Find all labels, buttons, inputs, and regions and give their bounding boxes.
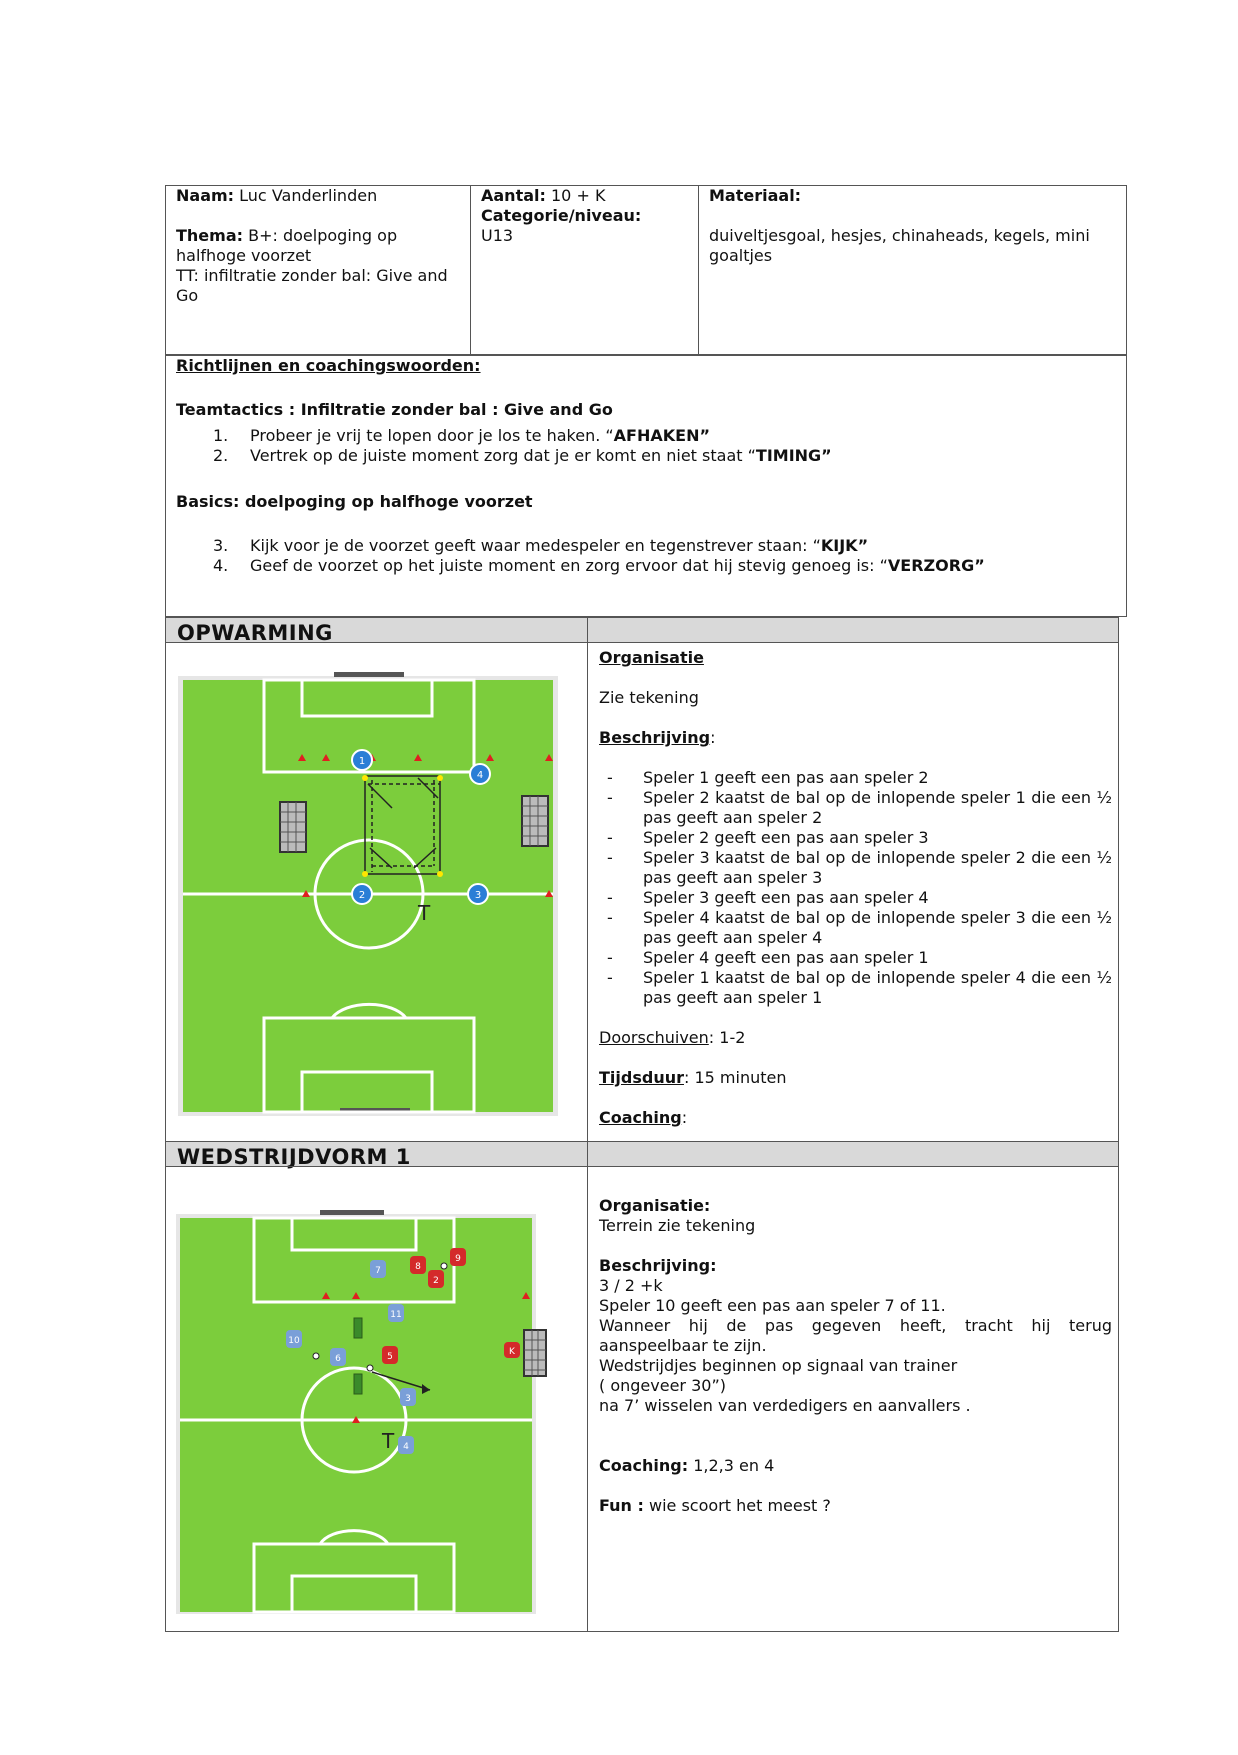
list-item: - Speler 1 geeft een pas aan speler 2 bbox=[599, 768, 1112, 788]
description-line: Wanneer hij de pas gegeven heeft, tracht hij terug aanspeelbaar te zijn. bbox=[599, 1316, 1112, 1355]
trainer-label: T bbox=[418, 901, 431, 925]
description-line: Wedstrijdjes beginnen op signaal van trainer bbox=[599, 1356, 958, 1375]
opwarming-header-left bbox=[165, 617, 588, 643]
list-item: - Speler 4 geeft een pas aan speler 1 bbox=[599, 948, 1112, 968]
tt-line: TT: infiltratie zonder bal: Give and Go bbox=[176, 266, 448, 305]
svg-text:2: 2 bbox=[358, 890, 366, 901]
opwarming-organisatie-label: Organisatie bbox=[599, 648, 704, 667]
red-player-5 bbox=[382, 1346, 398, 1364]
wedstrijdvorm-beschrijving-label: Beschrijving: bbox=[599, 1256, 717, 1275]
mini-goal-right bbox=[522, 796, 548, 846]
thema-label: Thema: bbox=[176, 226, 244, 245]
player-3 bbox=[468, 884, 488, 904]
description-line: Speler 10 geeft een pas aan speler 7 of 11. bbox=[599, 1296, 946, 1315]
categorie-label: Categorie/niveau: bbox=[481, 206, 642, 225]
opwarming-tijdsduur-line: Tijdsduur: 15 minuten bbox=[599, 1068, 787, 1087]
teamtactics-item: 2. Vertrek op de juiste moment zorg dat je er komt en niet staat “TIMING” bbox=[213, 446, 832, 465]
svg-text:6: 6 bbox=[335, 1354, 341, 1364]
svg-text:K: K bbox=[509, 1347, 515, 1357]
svg-text:4: 4 bbox=[403, 1442, 409, 1452]
thema-line bbox=[176, 226, 461, 266]
red-player-8 bbox=[410, 1256, 426, 1274]
wedstrijdvorm-title: WEDSTRIJDVORM 1 bbox=[177, 1145, 411, 1169]
opwarming-header-right bbox=[587, 617, 1119, 643]
svg-text:3: 3 bbox=[474, 890, 482, 901]
svg-text:9: 9 bbox=[455, 1254, 461, 1264]
naam-value: Luc Vanderlinden bbox=[239, 186, 378, 205]
goal-top bbox=[334, 672, 404, 677]
doorschuiven-label: Doorschuiven bbox=[599, 1028, 709, 1047]
basics-list bbox=[176, 536, 1116, 576]
wedstrijdvorm-coaching-line bbox=[599, 1456, 1099, 1476]
list-item: - Speler 2 kaatst de bal op de inlopende speler 1 die een ½ pas geeft aan speler 2 bbox=[599, 788, 1112, 828]
ball bbox=[441, 1263, 447, 1269]
player-2 bbox=[352, 884, 372, 904]
ball bbox=[437, 871, 443, 877]
description-line: ( ongeveer 30”) bbox=[599, 1376, 726, 1395]
blue-player-10 bbox=[286, 1330, 302, 1348]
list-item: - Speler 3 geeft een pas aan speler 4 bbox=[599, 888, 1112, 908]
materiaal-value: duiveltjesgoal, hesjes, chinaheads, kegels, mini goaltjes bbox=[709, 226, 1090, 265]
red-player-2 bbox=[428, 1270, 444, 1288]
trainer-label: T bbox=[382, 1429, 395, 1453]
opwarming-beschrijving-list bbox=[599, 768, 1112, 1008]
red-player-keeper bbox=[504, 1342, 520, 1358]
svg-text:7: 7 bbox=[375, 1266, 381, 1276]
blue-player-11 bbox=[388, 1304, 404, 1322]
fun-label: Fun : bbox=[599, 1496, 644, 1515]
richtlijnen-title: Richtlijnen en coachingswoorden: bbox=[176, 356, 481, 375]
wedstrijdvorm-beschrijving-text bbox=[599, 1276, 1112, 1416]
svg-text:11: 11 bbox=[390, 1310, 402, 1320]
goal-top bbox=[320, 1210, 384, 1215]
list-item: - Speler 1 kaatst de bal op de inlopende speler 4 die een ½ pas geeft aan speler 1 bbox=[599, 968, 1112, 1008]
ball bbox=[367, 1365, 373, 1371]
wedstrijdvorm-header-right bbox=[587, 1141, 1119, 1167]
coaching-label: Coaching bbox=[599, 1108, 682, 1127]
teamtactics-item: 1. Probeer je vrij te lopen door je los te haken. “AFHAKEN” bbox=[213, 426, 710, 445]
svg-text:5: 5 bbox=[387, 1352, 393, 1362]
svg-text:4: 4 bbox=[476, 770, 484, 781]
red-player-9 bbox=[450, 1248, 466, 1266]
richtlijnen-box bbox=[165, 355, 1127, 617]
teamtactics-title: Teamtactics : Infiltratie zonder bal : Give and Go bbox=[176, 400, 613, 419]
mini-goal-right bbox=[524, 1330, 546, 1376]
wedstrijdvorm-organisatie-value: Terrein zie tekening bbox=[599, 1216, 756, 1235]
blue-player-4 bbox=[398, 1436, 414, 1454]
basics-item: 4. Geef de voorzet op het juiste moment en zorg ervoor dat hij stevig genoeg is: “VERZORG” bbox=[213, 556, 985, 575]
svg-text:3: 3 bbox=[405, 1394, 411, 1404]
svg-text:10: 10 bbox=[288, 1336, 300, 1346]
aantal-label: Aantal: bbox=[481, 186, 546, 205]
blue-player-6 bbox=[330, 1348, 346, 1366]
ball bbox=[313, 1353, 319, 1359]
fun-value: wie scoort het meest ? bbox=[648, 1496, 831, 1515]
aantal-line bbox=[481, 186, 691, 206]
header-col-divider-1 bbox=[470, 185, 471, 355]
player-4 bbox=[470, 764, 490, 784]
svg-text:2: 2 bbox=[433, 1276, 439, 1286]
wedstrijdvorm-header-left bbox=[165, 1141, 588, 1167]
description-line: 3 / 2 +k bbox=[599, 1276, 663, 1295]
list-item: - Speler 4 kaatst de bal op de inlopende speler 3 die een ½ pas geeft aan speler 4 bbox=[599, 908, 1112, 948]
thema-value: B+: doelpoging op halfhoge voorzet bbox=[176, 226, 398, 265]
blue-player-7 bbox=[370, 1260, 386, 1278]
player-1 bbox=[352, 750, 372, 770]
opwarming-coaching-line: Coaching: bbox=[599, 1108, 688, 1127]
svg-text:1: 1 bbox=[358, 756, 366, 767]
ball bbox=[437, 775, 443, 781]
opwarming-doorschuiven-line: Doorschuiven: 1-2 bbox=[599, 1028, 746, 1047]
teamtactics-list bbox=[176, 426, 1116, 466]
list-item: - Speler 3 kaatst de bal op de inlopende speler 2 die een ½ pas geeft aan speler 3 bbox=[599, 848, 1112, 888]
wedstrijdvorm-fun-line bbox=[599, 1496, 1099, 1516]
tijdsduur-value: 15 minuten bbox=[694, 1068, 787, 1087]
naam-label: Naam: bbox=[176, 186, 235, 205]
cone-gate bbox=[354, 1374, 362, 1394]
tijdsduur-label: Tijdsduur bbox=[599, 1068, 684, 1087]
pitch-grass bbox=[180, 1218, 532, 1612]
ball bbox=[362, 871, 368, 877]
categorie-value: U13 bbox=[481, 226, 514, 245]
mini-goal-left bbox=[280, 802, 306, 852]
ball bbox=[362, 775, 368, 781]
naam-line bbox=[176, 186, 461, 206]
header-col-divider-2 bbox=[698, 185, 699, 355]
svg-text:8: 8 bbox=[415, 1262, 421, 1272]
opwarming-beschrijving-line: Beschrijving: bbox=[599, 728, 716, 747]
opwarming-title: OPWARMING bbox=[177, 621, 333, 645]
cone-gate bbox=[354, 1318, 362, 1338]
opwarming-pitch-diagram bbox=[178, 668, 568, 1130]
wedstrijdvorm-organisatie-label: Organisatie: bbox=[599, 1196, 711, 1215]
list-item: - Speler 2 geeft een pas aan speler 3 bbox=[599, 828, 1112, 848]
description-line: na 7’ wisselen van verdedigers en aanvallers . bbox=[599, 1396, 971, 1415]
blue-player-3 bbox=[400, 1388, 416, 1406]
opwarming-organisatie-value: Zie tekening bbox=[599, 688, 699, 707]
materiaal-label: Materiaal: bbox=[709, 186, 802, 205]
wedstrijdvorm-pitch-diagram bbox=[176, 1206, 556, 1626]
wedstrijdvorm-coaching-label: Coaching: bbox=[599, 1456, 689, 1475]
basics-item: 3. Kijk voor je de voorzet geeft waar medespeler en tegenstrever staan: “KIJK” bbox=[213, 536, 869, 555]
wedstrijdvorm-coaching-value: 1,2,3 en 4 bbox=[693, 1456, 775, 1475]
basics-title: Basics: doelpoging op halfhoge voorzet bbox=[176, 492, 533, 511]
opwarming-beschrijving-label: Beschrijving bbox=[599, 728, 711, 747]
doorschuiven-value: 1-2 bbox=[719, 1028, 746, 1047]
aantal-value: 10 + K bbox=[551, 186, 606, 205]
